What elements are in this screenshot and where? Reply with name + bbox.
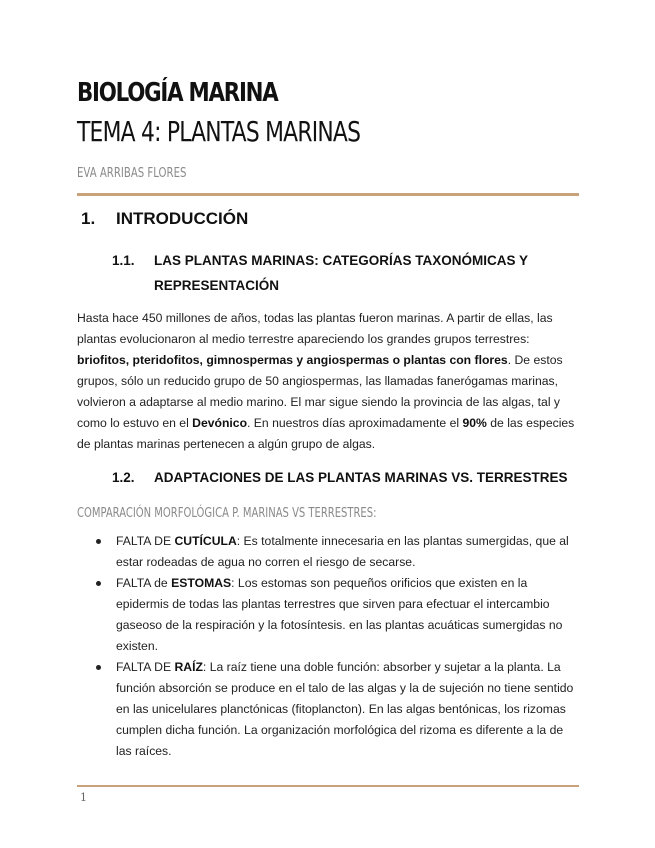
section-title: INTRODUCCIÓN	[116, 209, 249, 228]
section-heading-introduccion	[81, 209, 248, 229]
list-item-keyword: RAÍZ	[174, 660, 203, 674]
document-subtitle: TEMA 4: PLANTAS MARINAS	[77, 115, 361, 148]
document-title: BIOLOGÍA MARINA	[77, 78, 278, 108]
paragraph-text: . En nuestros días aproximadamente el	[247, 416, 463, 430]
comparison-subheading: COMPARACIÓN MORFOLÓGICA P. MARINAS VS TERRESTRES:	[77, 505, 377, 521]
subsection-number: 1.1.	[112, 253, 135, 268]
subsection-number: 1.2.	[112, 470, 135, 485]
paragraph-text: Hasta hace 450 millones de años, todas las plantas fueron marinas. A partir de ellas, las plantas evolucionaron al medio terrestre apareciendo los grandes grupos terrestres:	[77, 311, 553, 346]
paragraph-text: de las especies de plantas marinas pertenecen a algún grupo de algas.	[77, 416, 575, 451]
paragraph-bold-devonico: Devónico	[192, 416, 248, 430]
subsection-title: ADAPTACIONES DE LAS PLANTAS MARINAS VS. TERRESTRES	[154, 470, 568, 485]
paragraph-bold-groups: briofitos, pteridofitos, gimnospermas y angiospermas o plantas con flores	[77, 353, 508, 367]
list-item-keyword: ESTOMAS	[171, 576, 232, 590]
adaptations-bullet-list	[96, 531, 582, 762]
intro-paragraph	[77, 308, 582, 455]
bullet-icon	[96, 665, 101, 670]
page-number: 1	[80, 791, 87, 804]
author-name: EVA ARRIBAS FLORES	[77, 166, 187, 181]
list-item-keyword: CUTÍCULA	[174, 534, 237, 548]
subsection-heading-adaptaciones	[112, 465, 584, 490]
bullet-icon	[96, 581, 101, 586]
header-divider	[77, 193, 579, 196]
paragraph-bold-percent: 90%	[462, 416, 487, 430]
list-item	[96, 573, 582, 657]
list-item	[96, 657, 582, 762]
subsection-heading-categorias	[112, 248, 554, 298]
bullet-icon	[96, 539, 101, 544]
section-number: 1.	[81, 209, 96, 228]
list-item-prefix: FALTA DE	[116, 534, 175, 548]
list-item-prefix: FALTA de	[116, 576, 172, 590]
paragraph-text: . De estos grupos, sólo un reducido grupo de 50 angiospermas, las llamadas fanerógamas marinas, volvieron a adaptarse al medio marino. El mar sigue siendo la provincia de las algas, tal y como lo estuvo en el	[77, 353, 563, 430]
list-item-text: : Los estomas son pequeños orificios que existen en la epidermis de todas las plantas terrestres que sirven para efectuar el intercambio gaseoso de la respiración y la fotosíntesis. en las plantas acuáticas sumergidas no existen.	[116, 576, 563, 653]
footer-divider	[77, 785, 579, 787]
list-item-text: : Es totalmente innecesaria en las plantas sumergidas, que al estar rodeadas de agua no corren el riesgo de secarse.	[116, 534, 569, 569]
list-item-text: : La raíz tiene una doble función: absorber y sujetar a la planta. La función absorción se produce en el talo de las algas y la de sujeción no tiene sentido en las unicelulares planctónicas (fitoplancton). En las algas bentónicas, los rizomas cumplen dicha función. La organización morfológica del rizoma es diferente a la de las raíces.	[116, 660, 574, 758]
list-item-prefix: FALTA DE	[116, 660, 175, 674]
list-item	[96, 531, 582, 573]
subsection-title: LAS PLANTAS MARINAS: CATEGORÍAS TAXONÓMICAS Y REPRESENTACIÓN	[154, 253, 528, 293]
